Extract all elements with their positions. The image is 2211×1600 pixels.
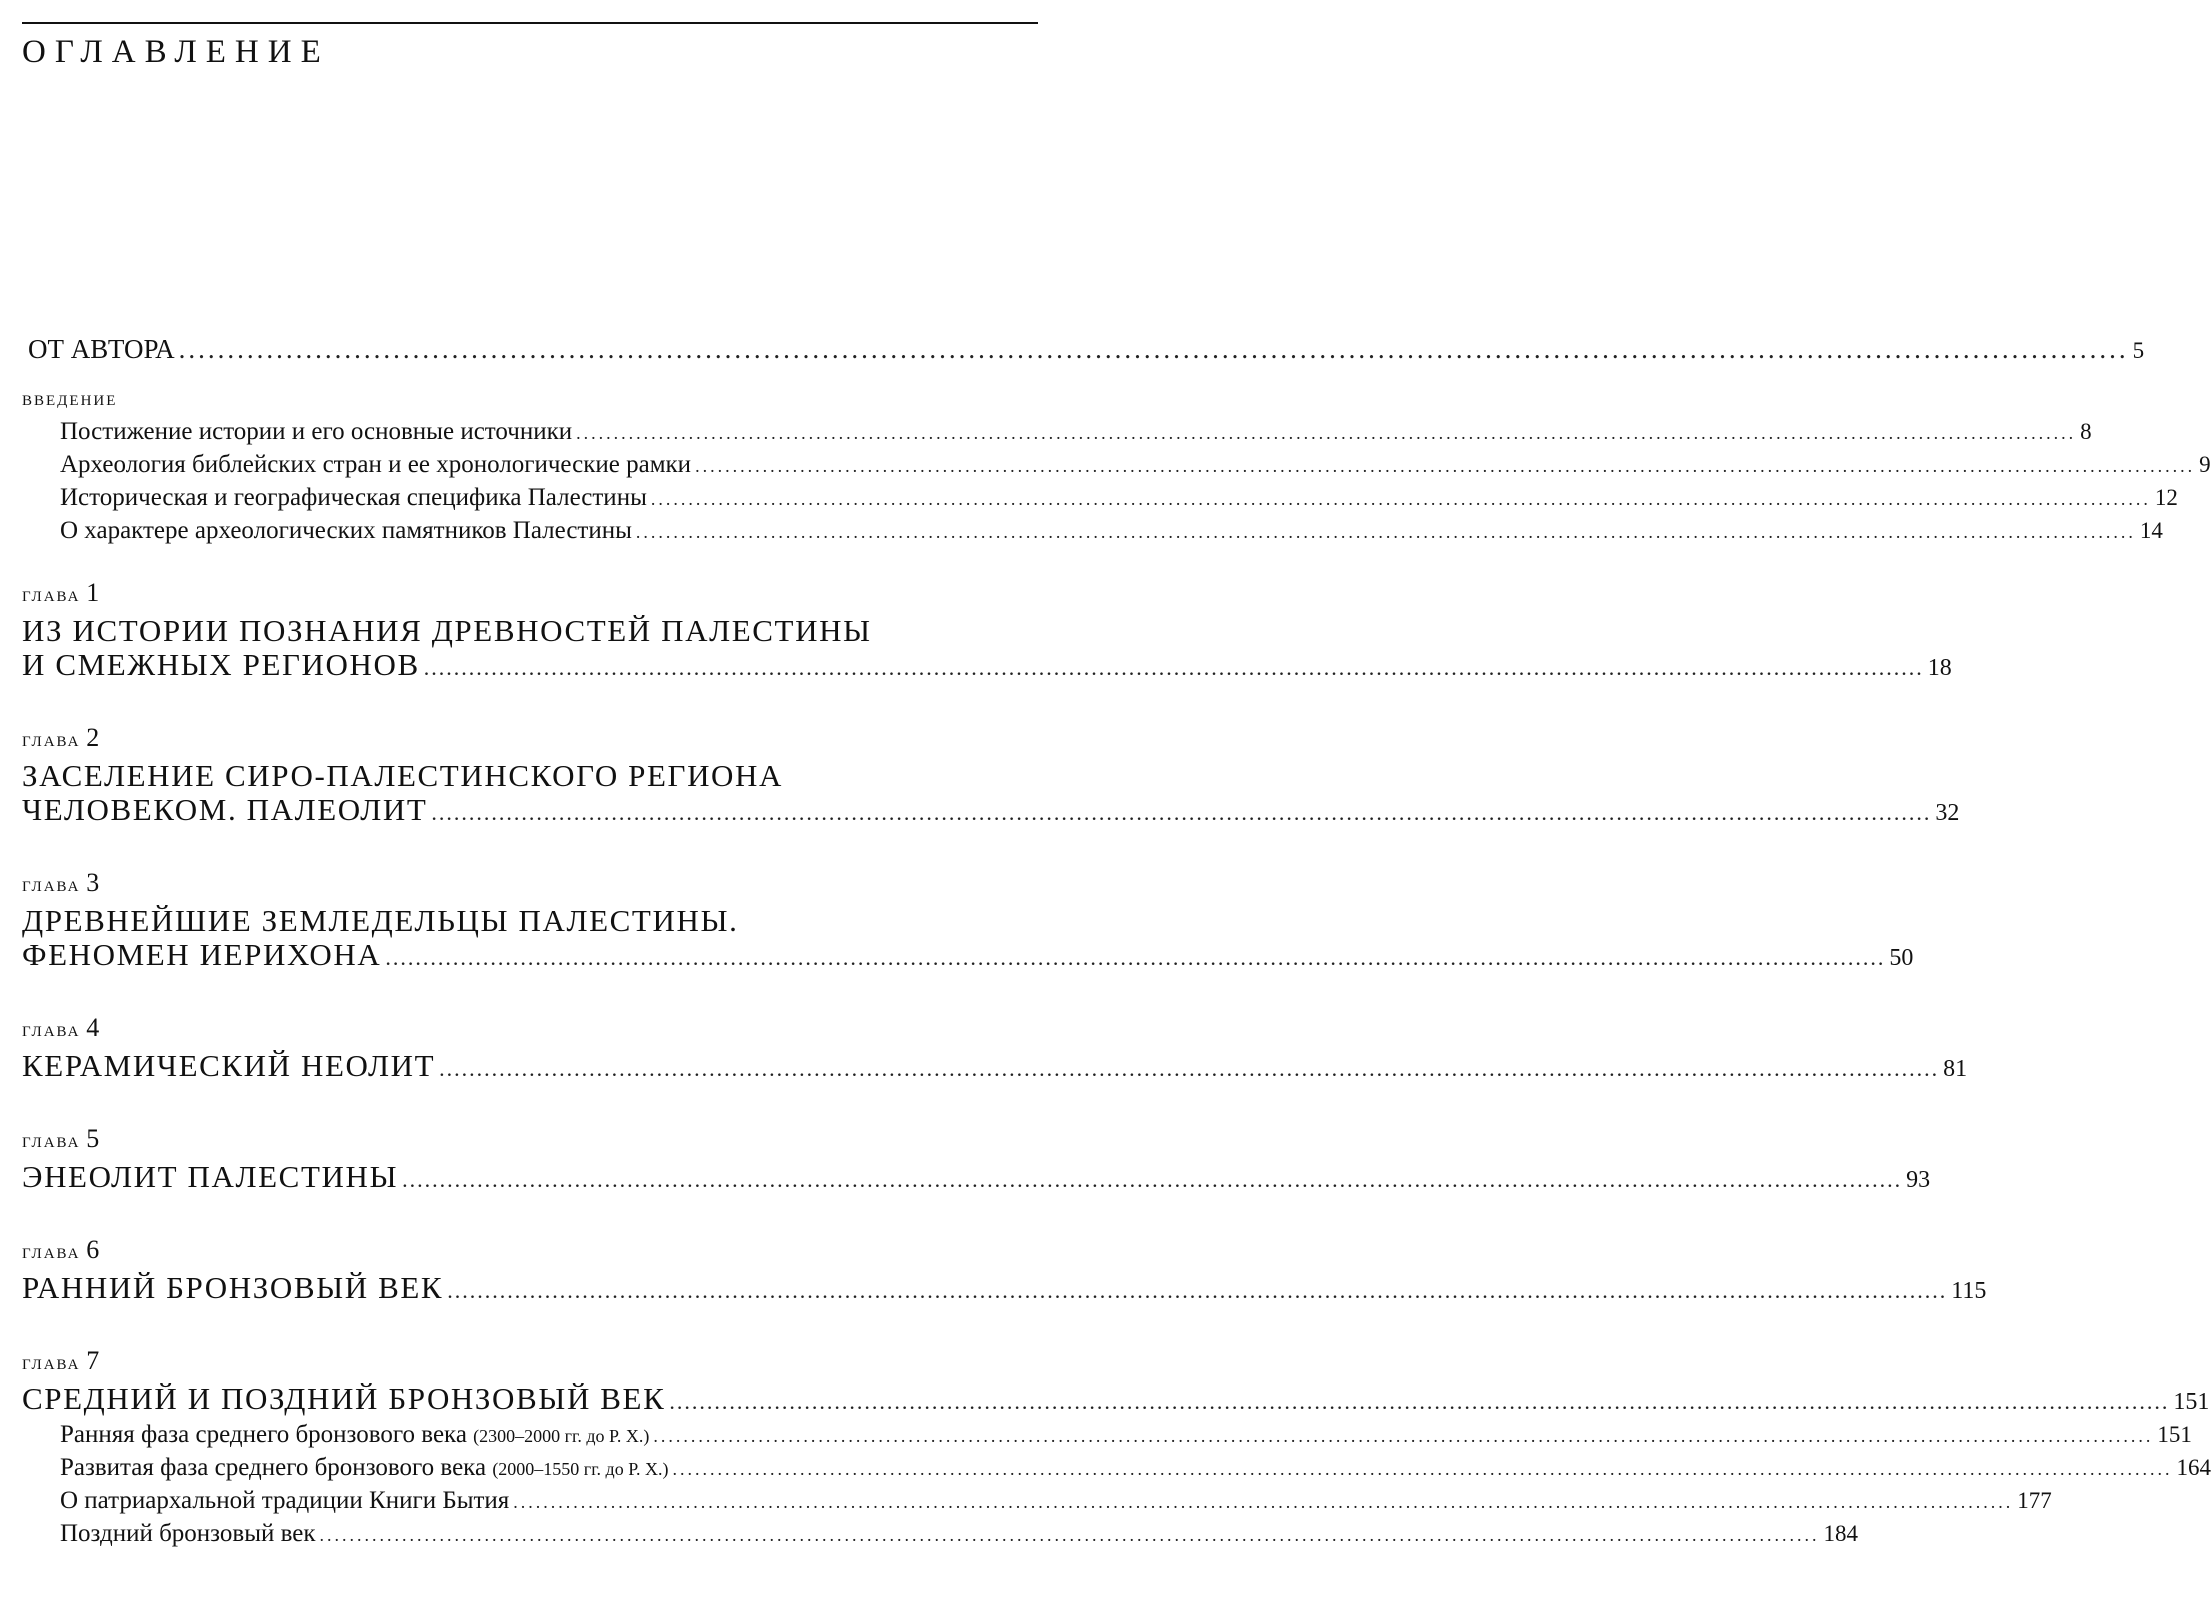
entry-title: ФЕНОМЕН ИЕРИХОНА bbox=[22, 937, 382, 972]
toc-entry-intro-3[interactable] bbox=[22, 482, 2178, 515]
toc-entry-chapter-4[interactable] bbox=[22, 1048, 1968, 1086]
leader-dots: ........................................................................................................................................................................................................ bbox=[695, 456, 2196, 476]
entry-title: О патриархальной традиции Книги Бытия bbox=[60, 1487, 510, 1514]
toc-entry-chapter-2[interactable] bbox=[22, 792, 1960, 830]
entry-page: 50 bbox=[1889, 945, 1914, 971]
entry-title: Поздний бронзовый век bbox=[60, 1520, 316, 1547]
entry-title: И СМЕЖНЫХ РЕГИОНОВ bbox=[22, 647, 420, 682]
toc-entry-intro-1[interactable] bbox=[22, 416, 2092, 449]
toc-entry-chapter-3[interactable] bbox=[22, 937, 1914, 975]
entry-title: ОТ АВТОРА bbox=[28, 334, 175, 364]
leader-dots: ........................................................................................................................................................................................................ bbox=[669, 1389, 2170, 1414]
toc-entry-ch7-1[interactable] bbox=[22, 1419, 2192, 1452]
entry-page: 81 bbox=[1943, 1056, 1968, 1082]
entry-page: 164 bbox=[2176, 1455, 2211, 1480]
entry-title: Ранняя фаза среднего бронзового века (2300–2000 гг. до Р. Х.) bbox=[60, 1421, 650, 1448]
entry-title: РАННИЙ БРОНЗОВЫЙ ВЕК bbox=[22, 1270, 444, 1305]
chapter-label: ГЛАВА 2 bbox=[22, 723, 100, 752]
leader-dots: ........................................................................................................................................................................................................ bbox=[439, 1056, 1940, 1081]
leader-dots: ........................................................................................................................................................................................................ bbox=[635, 522, 2136, 542]
entry-title: Археология библейских стран и ее хронологические рамки bbox=[60, 451, 692, 478]
entry-title: ЭНЕОЛИТ ПАЛЕСТИНЫ bbox=[22, 1159, 399, 1194]
toc-entry-chapter-5[interactable] bbox=[22, 1159, 1931, 1197]
toc-entry-author[interactable] bbox=[22, 334, 2145, 365]
entry-title: КЕРАМИЧЕСКИЙ НЕОЛИТ bbox=[22, 1048, 436, 1083]
entry-page: 5 bbox=[2132, 338, 2145, 363]
entry-title: Историческая и географическая специфика Палестины bbox=[60, 484, 647, 511]
toc-entry-ch7-2[interactable] bbox=[22, 1452, 2211, 1485]
leader-dots: ........................................................................................................................................................................................................ bbox=[385, 945, 1886, 970]
chapter-label: ГЛАВА 4 bbox=[22, 1013, 100, 1042]
leader-dots: ........................................................................................................................................................................................................ bbox=[431, 800, 1932, 825]
entry-title: СРЕДНИЙ И ПОЗДНИЙ БРОНЗОВЫЙ ВЕК bbox=[22, 1381, 666, 1416]
entry-page: 12 bbox=[2154, 485, 2178, 510]
leader-dots: ........................................................................................................................................................................................................ bbox=[178, 334, 2129, 364]
leader-dots: ........................................................................................................................................................................................................ bbox=[650, 489, 2151, 509]
entry-page: 151 bbox=[2157, 1422, 2192, 1447]
entry-page: 184 bbox=[1823, 1521, 1859, 1546]
leader-dots: ........................................................................................................................................................................................................ bbox=[423, 655, 1924, 680]
chapter-label: ГЛАВА 1 bbox=[22, 578, 100, 607]
table-of-contents bbox=[22, 334, 2211, 1551]
chapter-label: ГЛАВА 5 bbox=[22, 1124, 100, 1153]
chapter-title-line: ИЗ ИСТОРИИ ПОЗНАНИЯ ДРЕВНОСТЕЙ ПАЛЕСТИНЫ bbox=[22, 613, 872, 648]
leader-dots: ........................................................................................................................................................................................................ bbox=[402, 1167, 1903, 1192]
toc-entry-intro-4[interactable] bbox=[22, 515, 2163, 548]
chapter-label: ГЛАВА 3 bbox=[22, 868, 100, 897]
top-rule bbox=[22, 22, 1038, 24]
toc-entry-chapter-6[interactable] bbox=[22, 1270, 1987, 1308]
entry-page: 9 bbox=[2199, 452, 2211, 477]
leader-dots: ........................................................................................................................................................................................................ bbox=[672, 1459, 2173, 1479]
intro-section bbox=[22, 393, 2211, 548]
chapter-title-line: ЗАСЕЛЕНИЕ СИРО-ПАЛЕСТИНСКОГО РЕГИОНА bbox=[22, 758, 784, 793]
chapter-label: ГЛАВА 7 bbox=[22, 1346, 100, 1375]
toc-entry-ch7-4[interactable] bbox=[22, 1518, 1859, 1551]
leader-dots: ........................................................................................................................................................................................................ bbox=[653, 1426, 2154, 1446]
toc-entry-ch7-3[interactable] bbox=[22, 1485, 2052, 1518]
entry-page: 115 bbox=[1951, 1278, 1987, 1304]
chapter-3 bbox=[22, 868, 1914, 975]
section-label: ВВЕДЕНИЕ bbox=[22, 393, 118, 409]
leader-dots: ........................................................................................................................................................................................................ bbox=[513, 1492, 2014, 1512]
page-title: ОГЛАВЛЕНИЕ bbox=[22, 34, 330, 70]
leader-dots: ........................................................................................................................................................................................................ bbox=[319, 1525, 1820, 1545]
entry-page: 8 bbox=[2080, 419, 2092, 444]
chapter-7 bbox=[22, 1346, 2211, 1551]
chapter-title-line: ДРЕВНЕЙШИЕ ЗЕМЛЕДЕЛЬЦЫ ПАЛЕСТИНЫ. bbox=[22, 903, 739, 938]
chapter-label: ГЛАВА 6 bbox=[22, 1235, 100, 1264]
entry-page: 177 bbox=[2017, 1488, 2052, 1513]
entry-page: 32 bbox=[1935, 800, 1960, 826]
chapter-1 bbox=[22, 578, 1952, 685]
entry-page: 93 bbox=[1906, 1167, 1931, 1193]
entry-title: ЧЕЛОВЕКОМ. ПАЛЕОЛИТ bbox=[22, 792, 428, 827]
entry-page: 18 bbox=[1927, 655, 1952, 681]
entry-title: Постижение истории и его основные источники bbox=[60, 418, 573, 445]
entry-title: О характере археологических памятников Палестины bbox=[60, 517, 632, 544]
leader-dots: ........................................................................................................................................................................................................ bbox=[447, 1278, 1948, 1303]
entry-title: Развитая фаза среднего бронзового века (2000–1550 гг. до Р. Х.) bbox=[60, 1454, 669, 1481]
chapter-5 bbox=[22, 1124, 1931, 1197]
chapter-4 bbox=[22, 1013, 1968, 1086]
toc-entry-chapter-7[interactable] bbox=[22, 1381, 2210, 1419]
entry-page: 151 bbox=[2173, 1389, 2210, 1415]
toc-entry-chapter-1[interactable] bbox=[22, 647, 1952, 685]
chapter-2 bbox=[22, 723, 1960, 830]
leader-dots: ........................................................................................................................................................................................................ bbox=[576, 423, 2077, 443]
toc-entry-intro-2[interactable] bbox=[22, 449, 2211, 482]
chapter-6 bbox=[22, 1235, 1987, 1308]
entry-page: 14 bbox=[2139, 518, 2163, 543]
